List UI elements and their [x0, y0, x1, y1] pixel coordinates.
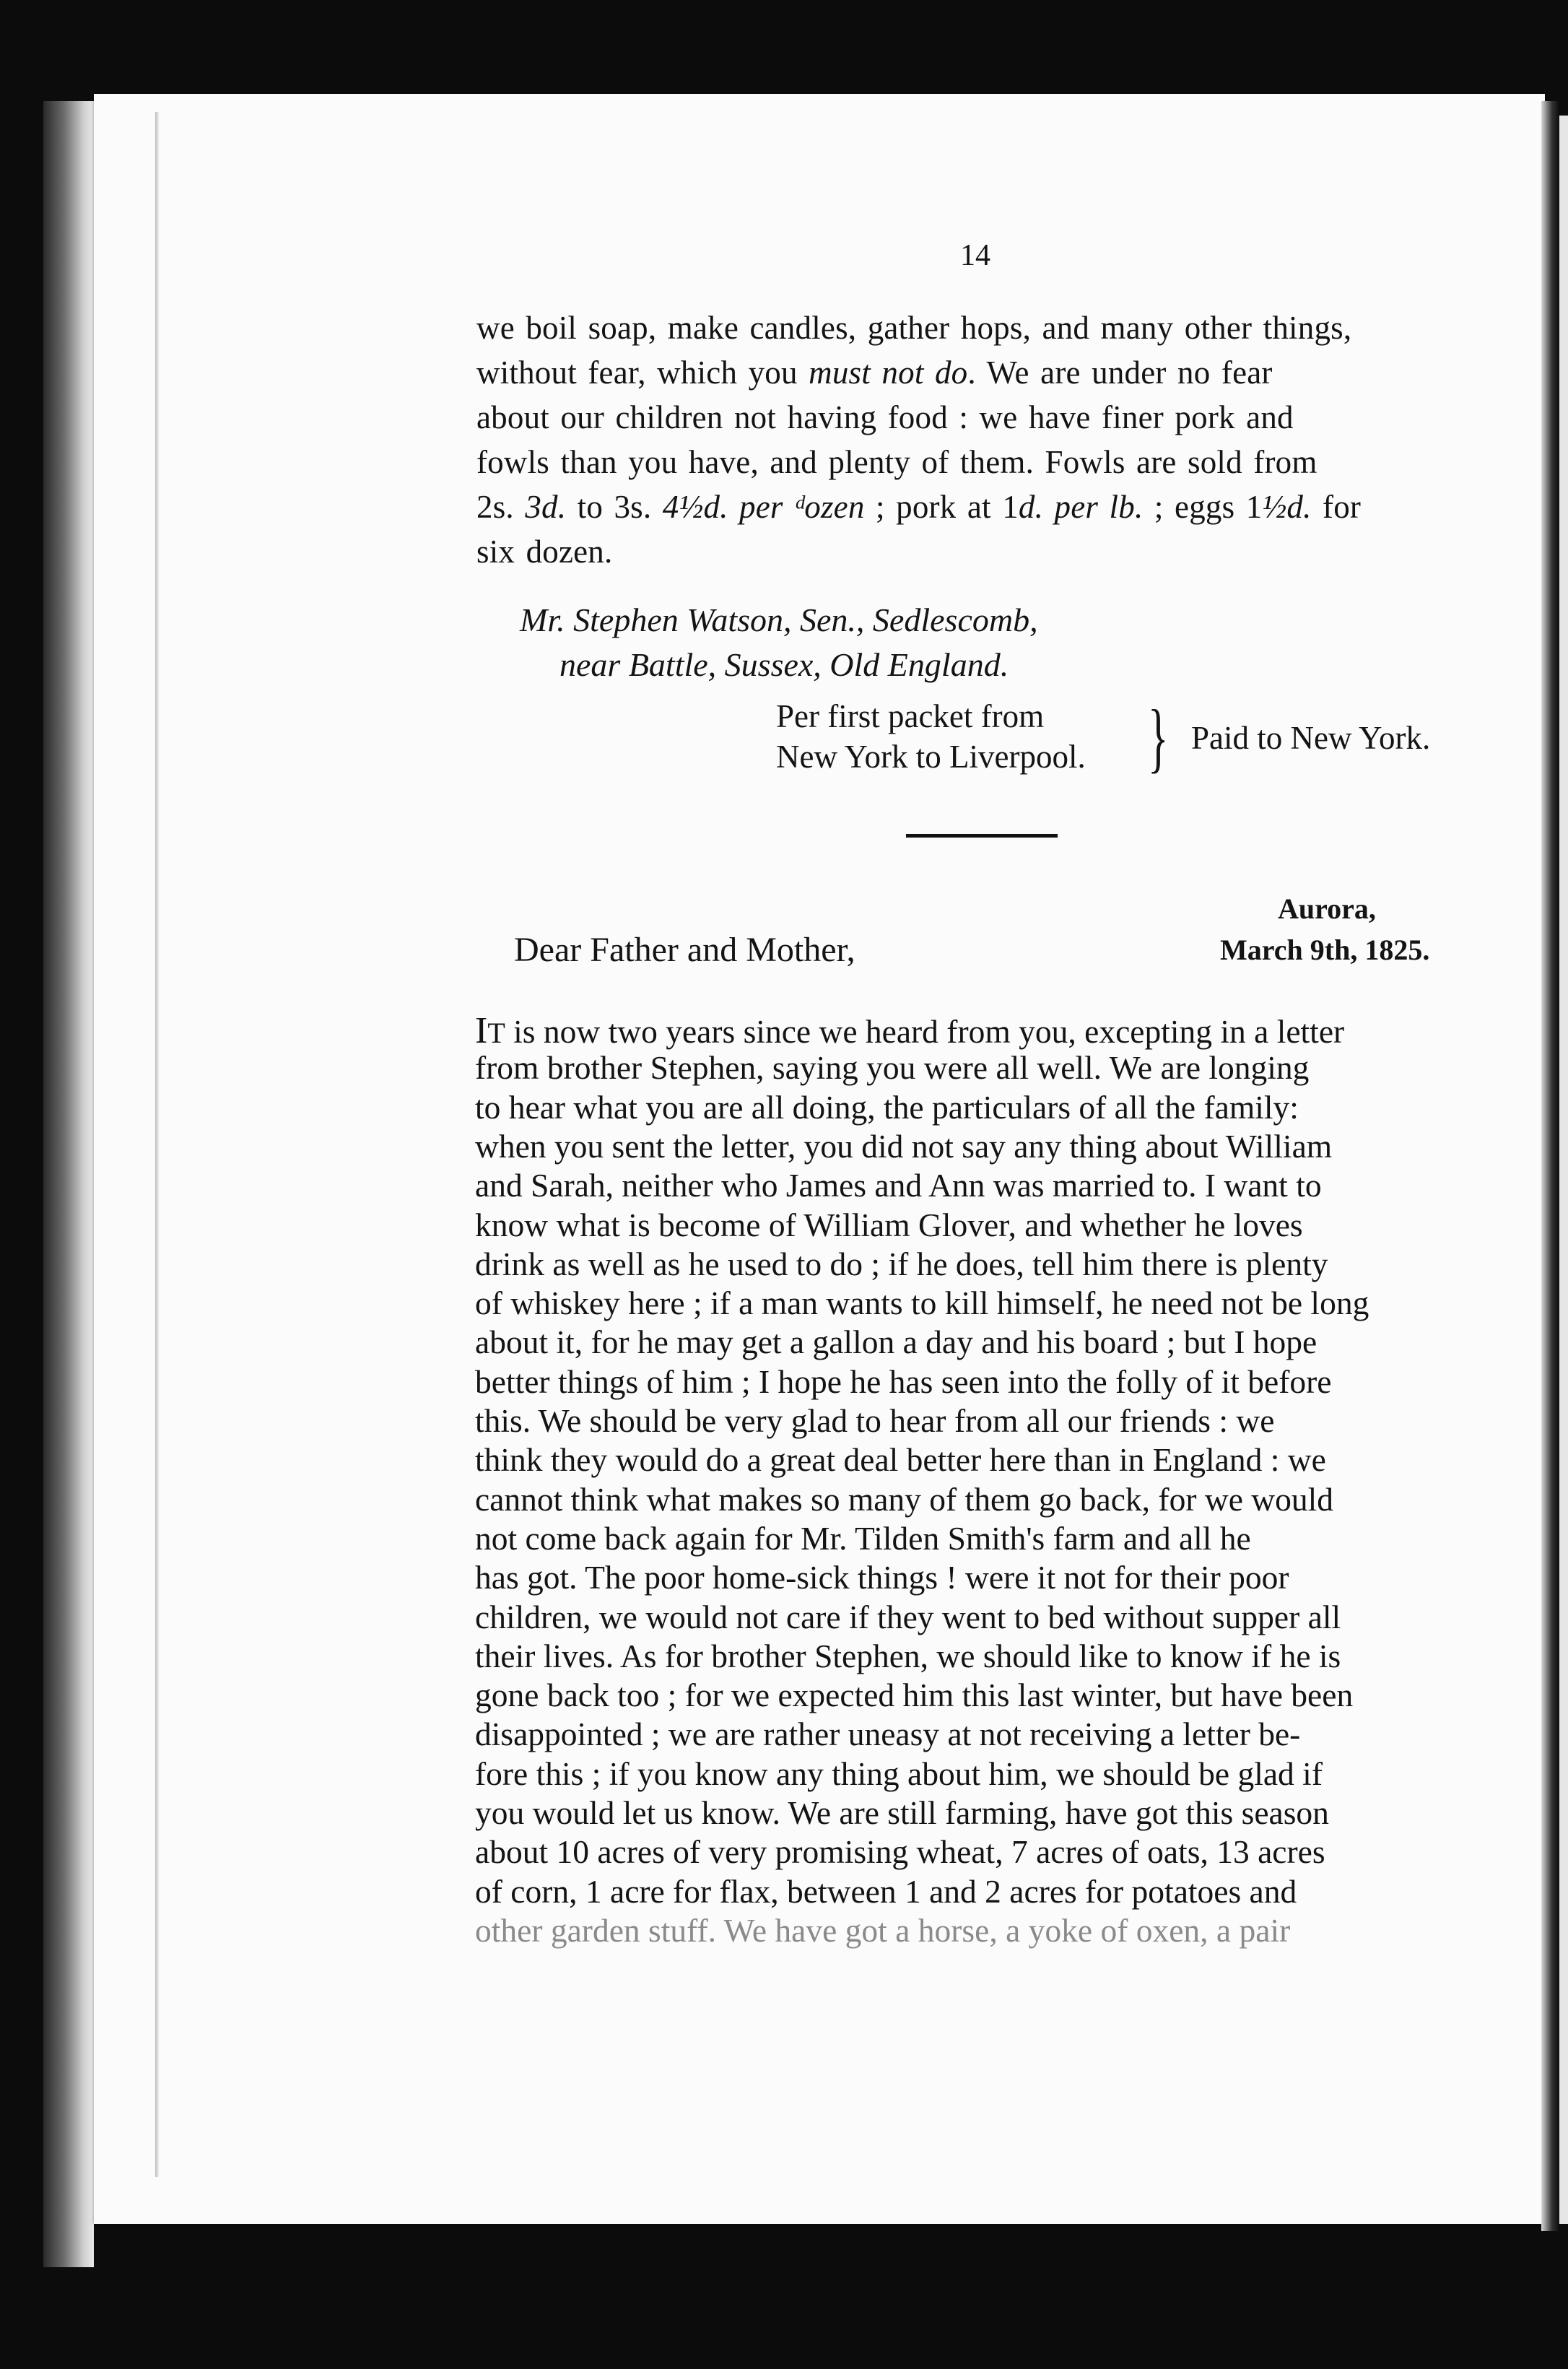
section-divider [906, 834, 1058, 838]
letter-body-line: to hear what you are all doing, the particulars of all the family: [475, 1088, 1299, 1126]
letter-body-line: fore this ; if you know any thing about him, we should be glad if [475, 1755, 1323, 1792]
scan-left-edge [43, 101, 94, 2267]
letter-body-line: you would let us know. We are still farming, have got this season [475, 1794, 1329, 1831]
letter-body-line: think they would do a great deal better here than in England : we [475, 1441, 1326, 1479]
letter-body-line: about it, for he may get a gallon a day and his board ; but I hope [475, 1323, 1317, 1361]
letter-body-line: drink as well as he used to do ; if he does, tell him there is plenty [475, 1245, 1328, 1282]
letter-salutation: Dear Father and Mother, [514, 931, 855, 969]
letter-body-line: their lives. As for brother Stephen, we should like to know if he is [475, 1637, 1341, 1674]
letter-body-line: gone back too ; for we expected him this last winter, but have been [475, 1677, 1354, 1714]
top-paragraph-line: fowls than you have, and plenty of them. Fowls are sold from [476, 444, 1317, 480]
letter-body-line: better things of him ; I hope he has seen into the folly of it before [475, 1362, 1332, 1400]
postage-paid-note: Paid to New York. [1191, 720, 1431, 756]
letter-body-line: children, we would not care if they went to bed without supper all [475, 1598, 1341, 1635]
letter-body-line: and Sarah, neither who James and Ann was married to. I want to [475, 1167, 1322, 1204]
top-paragraph-line: we boil soap, make candles, gather hops, and many other things, [476, 310, 1352, 346]
page-number: 14 [960, 239, 990, 272]
address-line: Mr. Stephen Watson, Sen., Sedlescomb, [520, 601, 1038, 638]
scan-right-edge [1541, 101, 1559, 2231]
letter-body-line: this. We should be very glad to hear from all our friends : we [475, 1402, 1275, 1439]
letter-body-line: of corn, 1 acre for flax, between 1 and 2 acres for potatoes and [475, 1872, 1297, 1910]
postage-line: Per first packet from [776, 698, 1045, 734]
letter-place: Aurora, [1278, 892, 1376, 925]
top-paragraph-line [476, 354, 1273, 391]
letter-body-line: disappointed ; we are rather uneasy at not receiving a letter be- [475, 1716, 1301, 1753]
letter-body-line: cannot think what makes so many of them go back, for we would [475, 1480, 1334, 1518]
letter-body-line: when you sent the letter, you did not say any thing about William [475, 1127, 1333, 1165]
letter-body-line: know what is become of William Glover, and whether he loves [475, 1206, 1303, 1243]
page-gutter [155, 112, 159, 2177]
letter-body-line: not come back again for Mr. Tilden Smith's farm and all he [475, 1519, 1251, 1557]
letter-date: March 9th, 1825. [1220, 934, 1430, 966]
top-paragraph-line: about our children not having food : we have finer pork and [476, 399, 1294, 435]
top-paragraph-line: six dozen. [476, 534, 613, 570]
letter-body-line: of whiskey here ; if a man wants to kill himself, he need not be long [475, 1285, 1369, 1322]
postage-line: New York to Liverpool. [776, 739, 1086, 775]
letter-body-line: about 10 acres of very promising wheat, 7 acres of oats, 13 acres [475, 1833, 1325, 1871]
address-line: near Battle, Sussex, Old England. [559, 646, 1009, 683]
letter-body-line: from brother Stephen, saying you were all well. We are longing [475, 1049, 1310, 1087]
top-paragraph-line: 2s. 3d. to 3s. 4½d. per ᵈozen ; pork at 1d. per lb. ; eggs 1½d. for [476, 489, 1362, 525]
letter-body-line: has got. The poor home-sick things ! were it not for their poor [475, 1559, 1289, 1596]
letter-body-line: other garden stuff. We have got a horse, a yoke of oxen, a pair [475, 1911, 1291, 1949]
text-segment: without fear, which you must not do. We are under no fear [476, 355, 1273, 391]
letter-body-line: IT is now two years since we heard from you, excepting in a letter [475, 1010, 1345, 1051]
brace-glyph: } [1148, 695, 1169, 781]
